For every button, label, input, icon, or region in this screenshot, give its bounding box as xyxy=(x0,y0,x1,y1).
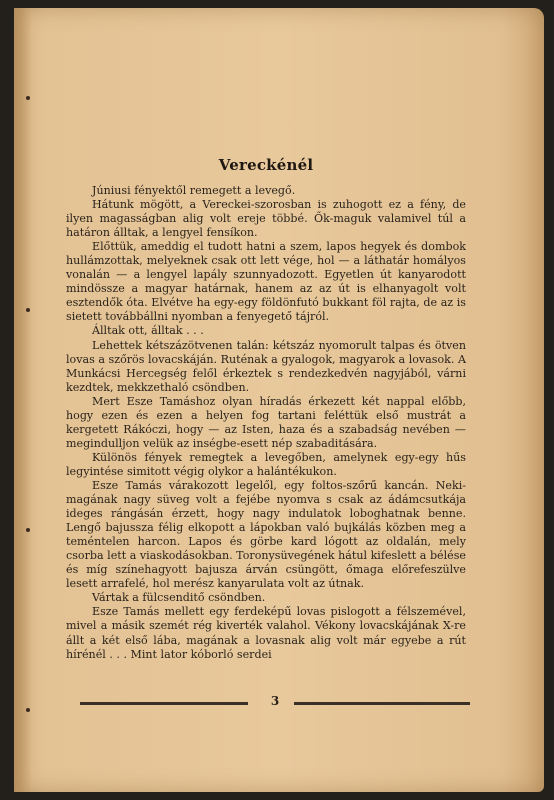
article xyxy=(66,148,466,728)
page-footer xyxy=(80,694,470,712)
paragraph: Hátunk mögött, a Vereckei-szorosban is zuhogott ez a fény, de ilyen magasságban alig volt ereje többé. Ők-maguk valamivel túl a határon álltak, a lengyel fensíkon. xyxy=(66,198,466,240)
binding-hole xyxy=(26,96,30,100)
paragraph: Vártak a fülcsenditő csöndben. xyxy=(92,591,266,605)
binding-hole xyxy=(26,308,30,312)
paragraph: Lehettek kétszázötvenen talán: kétszáz nyomorult talpas és ötven lovas a szőrös lovacskáján. Ruténak a gyalogok, magyarok a lovasok. A Munkácsi Hercegség felől érkeztek s rendezkedvén nagyjából, várni kezdtek, mekkzethaló csöndben. xyxy=(66,338,466,394)
paragraph: Júniusi fényektől remegett a levegő. xyxy=(92,184,296,197)
binding-hole xyxy=(26,708,30,712)
paragraph: Esze Tamás mellett egy ferdeképű lovas pislogott a félszemével, mivel a másik szemét rég kiverték valahol. Vékony lovacskájának X-re állt a két első lába, magának a lovasnak alig volt már egyebe a rút hírénél . . . Mint lator kóborló serdei xyxy=(66,605,466,661)
paragraph: Mert Esze Tamáshoz olyan híradás érkezett két nappal előbb, hogy ezen és ezen a helyen fog tartani feléttük első mustrát a kergetett Rákóczi, hogy — az Isten, haza és a szabadság nevében — megindulljon velük az inségbe-esett nép szabaditására. xyxy=(66,394,466,450)
paragraph: Különös fények remegtek a levegőben, amelynek egy-egy hűs legyintése simitott végig olykor a halántékukon. xyxy=(66,450,466,478)
paragraph: Álltak ott, álltak . . . xyxy=(92,324,204,338)
binding-hole xyxy=(26,528,30,532)
page-number: 3 xyxy=(270,694,280,708)
footer-rule-right xyxy=(294,702,470,705)
article-title: Vereckénél xyxy=(218,156,314,174)
article-body xyxy=(66,184,466,662)
paragraph: Esze Tamás várakozott legelől, egy foltos-szőrű kancán. Neki-magának nagy süveg volt a fejébe nyomva s csak az ádámcsutkája ideges rángásán érzett, hogy nagy indulatok loboghatnak benne. Lengő bajussza félig elkopott a lápokban való bujkálás közben meg a teméntelen harcon. Lapos és görbe kard lógott az oldalán, mely csorba lett a viaskodásokban. Toronysüvegének hátul kifeslett a bélése és míg színehagyott bajusza árván csüngött, őmaga előrefeszülve lesett arrafelé, hol merész kanyarulata volt az útnak. xyxy=(66,478,466,591)
paragraph: Előttük, ameddig el tudott hatni a szem, lapos hegyek és dombok hullámzottak, melyeknek csak ott lett vége, hol — a láthatár homályos vonalán — a lengyel lapály szunnyadozott. Egyetlen út kanyarodott mindössze a magyar határnak, hanem az az út is elhanyagolt volt esztendők óta. Elvétve ha egy-egy földönfutó bukkant föl rajta, de az is sietett továbbállni nyomban a fenyegető tájról. xyxy=(66,240,466,324)
